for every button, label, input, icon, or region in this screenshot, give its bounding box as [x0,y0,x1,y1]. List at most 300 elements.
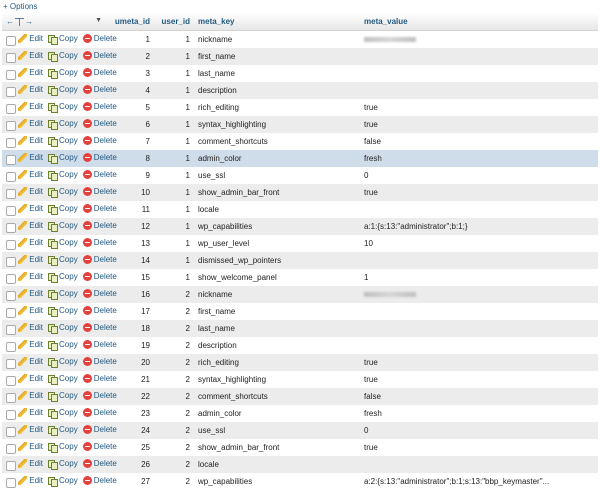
table-row[interactable] [2,184,598,201]
row-checkbox[interactable] [6,461,16,471]
delete-link[interactable] [83,405,117,420]
edit-label: Edit [29,170,44,179]
copy-link[interactable] [48,48,78,63]
cell-umeta-id[interactable]: 15 [141,273,150,282]
column-arrows-header[interactable] [2,13,106,31]
cell-meta-value[interactable] [360,320,598,337]
cell-meta-value[interactable] [360,167,598,184]
cell-meta-value[interactable] [360,218,598,235]
cell-meta-value[interactable] [360,269,598,286]
copy-link[interactable] [48,116,78,131]
cell-meta-value[interactable] [360,422,598,439]
edit-link[interactable] [18,269,43,284]
delete-link[interactable] [83,99,117,114]
cell-user-id[interactable]: 2 [185,392,190,401]
cell-user-id[interactable]: 2 [185,409,190,418]
row-checkbox[interactable] [6,376,16,386]
cell-umeta-id[interactable]: 19 [141,341,150,350]
pencil-icon [18,272,27,281]
cell-user-id[interactable]: 2 [185,443,190,452]
copy-link[interactable] [48,439,78,454]
delete-link[interactable] [83,116,117,131]
table-row[interactable] [2,456,598,473]
cell-umeta-id[interactable]: 6 [145,120,150,129]
meta-value-text: 10 [364,239,373,248]
cell-meta-key[interactable]: rich_editing [198,103,239,112]
copy-link[interactable] [48,82,78,97]
row-checkbox[interactable] [6,138,16,148]
delete-link[interactable] [83,337,117,352]
pencil-icon [18,408,27,417]
cell-umeta-id[interactable]: 24 [141,426,150,435]
edit-link[interactable] [18,48,43,63]
cell-meta-key[interactable]: last_name [198,69,235,78]
copy-link[interactable] [48,303,78,318]
cell-user-id[interactable]: 2 [185,460,190,469]
copy-link[interactable] [48,31,78,46]
cell-meta-key[interactable]: wp_capabilities [198,477,253,486]
cell-umeta-id[interactable]: 22 [141,392,150,401]
delete-link[interactable] [83,218,117,233]
cell-meta-value[interactable] [360,286,598,303]
copy-link[interactable] [48,218,78,233]
edit-link[interactable] [18,405,43,420]
row-checkbox[interactable] [6,257,16,267]
cell-user-id[interactable]: 1 [185,273,190,282]
copy-label: Copy [59,374,78,383]
row-checkbox[interactable] [6,121,16,131]
copy-label: Copy [59,306,78,315]
table-row[interactable] [2,405,598,422]
cell-user-id[interactable]: 1 [185,103,190,112]
cell-meta-key[interactable]: wp_capabilities [198,222,253,231]
delete-icon [83,187,92,196]
row-checkbox[interactable] [6,240,16,250]
cell-user-id[interactable]: 1 [185,171,190,180]
cell-user-id[interactable]: 1 [185,69,190,78]
cell-user-id[interactable]: 2 [185,341,190,350]
edit-link[interactable] [18,31,43,46]
cell-umeta-id[interactable]: 5 [145,103,150,112]
table-row[interactable] [2,133,598,150]
edit-link[interactable] [18,133,43,148]
row-checkbox[interactable] [6,444,16,454]
row-checkbox[interactable] [6,104,16,114]
row-checkbox[interactable] [6,325,16,335]
edit-link[interactable] [18,184,43,199]
cell-meta-key[interactable]: comment_shortcuts [198,392,268,401]
row-checkbox[interactable] [6,308,16,318]
copy-link[interactable] [48,252,78,267]
cell-user-id[interactable]: 1 [185,188,190,197]
cell-meta-key[interactable]: nickname [198,35,233,44]
copy-icon [48,374,57,383]
table-row[interactable] [2,218,598,235]
table-header-row [2,13,598,31]
table-row[interactable] [2,65,598,82]
cell-meta-key[interactable]: locale [198,205,219,214]
copy-link[interactable] [48,150,78,165]
cell-meta-key[interactable]: description [198,86,237,95]
delete-link[interactable] [83,201,117,216]
edit-link[interactable] [18,150,43,165]
cell-user-id[interactable]: 1 [185,52,190,61]
table-row[interactable] [2,422,598,439]
meta-value-text: true [364,103,378,112]
cell-meta-key[interactable]: show_admin_bar_front [198,188,280,197]
row-checkbox[interactable] [6,206,16,216]
delete-link[interactable] [83,82,117,97]
copy-link[interactable] [48,371,78,386]
edit-link[interactable] [18,218,43,233]
cell-umeta-id[interactable]: 20 [141,358,150,367]
cell-umeta-id[interactable]: 18 [141,324,150,333]
delete-link[interactable] [83,371,117,386]
pencil-icon [18,289,27,298]
cell-meta-key[interactable]: locale [198,460,219,469]
copy-icon [48,408,57,417]
edit-link[interactable] [18,116,43,131]
table-row[interactable] [2,48,598,65]
cell-meta-key[interactable]: nickname [198,290,233,299]
cell-user-id[interactable]: 2 [185,307,190,316]
cell-meta-key[interactable]: show_admin_bar_front [198,443,280,452]
delete-link[interactable] [83,320,117,335]
cell-meta-key[interactable]: admin_color [198,154,242,163]
cell-umeta-id[interactable]: 1 [145,35,150,44]
edit-label: Edit [29,459,44,468]
row-checkbox[interactable] [6,189,16,199]
cell-user-id[interactable]: 1 [185,137,190,146]
cell-meta-value[interactable] [360,184,598,201]
column-header-umeta-id[interactable]: umeta_id [106,13,154,31]
copy-link[interactable] [48,167,78,182]
delete-icon [83,323,92,332]
delete-icon [83,408,92,417]
pencil-icon [18,51,27,60]
cell-meta-value[interactable] [360,371,598,388]
cell-user-id[interactable]: 2 [185,375,190,384]
redacted-value [364,37,416,42]
edit-link[interactable] [18,320,43,335]
table-row[interactable] [2,473,598,490]
cell-meta-value[interactable] [360,473,598,490]
row-checkbox[interactable] [6,291,16,301]
cell-meta-value[interactable] [360,235,598,252]
cell-umeta-id[interactable]: 17 [141,307,150,316]
cell-meta-key[interactable]: description [198,341,237,350]
cell-user-id[interactable]: 1 [185,205,190,214]
edit-link[interactable] [18,303,43,318]
edit-link[interactable] [18,167,43,182]
edit-label: Edit [29,85,44,94]
delete-label: Delete [93,476,117,485]
copy-label: Copy [59,391,78,400]
cell-meta-value[interactable] [360,456,598,473]
copy-link[interactable] [48,354,78,369]
copy-icon [48,187,57,196]
row-actions [2,422,117,439]
cell-meta-value[interactable] [360,405,598,422]
copy-icon [48,476,57,485]
cell-meta-key[interactable]: syntax_highlighting [198,375,267,384]
copy-link[interactable] [48,388,78,403]
delete-link[interactable] [83,31,117,46]
row-actions [2,252,117,269]
table-row[interactable] [2,116,598,133]
cell-user-id[interactable]: 2 [185,358,190,367]
cell-meta-key[interactable]: last_name [198,324,235,333]
delete-link[interactable] [83,133,117,148]
cell-meta-value[interactable] [360,133,598,150]
copy-link[interactable] [48,422,78,437]
row-checkbox[interactable] [6,172,16,182]
cell-umeta-id[interactable]: 9 [145,171,150,180]
copy-link[interactable] [48,286,78,301]
edit-link[interactable] [18,337,43,352]
cell-umeta-id[interactable]: 26 [141,460,150,469]
copy-link[interactable] [48,133,78,148]
cell-umeta-id[interactable]: 13 [141,239,150,248]
delete-link[interactable] [83,269,117,284]
table-row[interactable] [2,82,598,99]
cell-umeta-id[interactable]: 8 [145,154,150,163]
delete-link[interactable] [83,252,117,267]
pencil-icon [18,238,27,247]
cell-meta-key[interactable]: wp_user_level [198,239,250,248]
copy-link[interactable] [48,235,78,250]
cell-meta-key[interactable]: first_name [198,307,236,316]
cell-umeta-id[interactable]: 4 [145,86,150,95]
copy-link[interactable] [48,456,78,471]
copy-link[interactable] [48,337,78,352]
row-checkbox[interactable] [6,393,16,403]
delete-icon [83,476,92,485]
edit-label: Edit [29,238,44,247]
table-row[interactable] [2,99,598,116]
table-row[interactable] [2,388,598,405]
table-row[interactable] [2,371,598,388]
table-row[interactable] [2,235,598,252]
row-checkbox[interactable] [6,36,16,46]
cell-meta-value[interactable] [360,116,598,133]
pencil-icon [18,306,27,315]
column-header-meta-key[interactable]: meta_key [194,13,360,31]
cell-meta-value[interactable] [360,201,598,218]
cell-meta-value[interactable] [360,82,598,99]
copy-icon [48,68,57,77]
delete-link[interactable] [83,184,117,199]
edit-label: Edit [29,221,44,230]
cell-user-id[interactable]: 1 [185,86,190,95]
row-checkbox[interactable] [6,274,16,284]
cell-meta-key[interactable]: admin_color [198,409,242,418]
options-link[interactable]: + Options [3,2,38,11]
edit-link[interactable] [18,286,43,301]
cell-meta-value[interactable] [360,65,598,82]
cell-umeta-id[interactable]: 21 [141,375,150,384]
delete-label: Delete [93,374,117,383]
cell-user-id[interactable]: 1 [185,256,190,265]
edit-link[interactable] [18,354,43,369]
cell-umeta-id[interactable]: 12 [141,222,150,231]
cell-user-id[interactable]: 2 [185,426,190,435]
pencil-icon [18,476,27,485]
cell-meta-key[interactable]: use_ssl [198,426,226,435]
cell-meta-key[interactable]: first_name [198,52,236,61]
delete-link[interactable] [83,150,117,165]
cell-meta-value[interactable] [360,388,598,405]
copy-link[interactable] [48,405,78,420]
cell-meta-value[interactable] [360,99,598,116]
copy-icon [48,306,57,315]
row-checkbox[interactable] [6,70,16,80]
cell-user-id[interactable]: 2 [185,324,190,333]
table-row[interactable] [2,31,598,49]
cell-meta-key[interactable]: show_welcome_panel [198,273,277,282]
sort-dropdown-icon[interactable]: ▼ [95,17,102,24]
cell-user-id[interactable]: 1 [185,120,190,129]
row-actions [2,388,117,405]
copy-label: Copy [59,68,78,77]
cell-umeta-id[interactable]: 7 [145,137,150,146]
cell-umeta-id[interactable]: 3 [145,69,150,78]
cell-meta-key[interactable]: dismissed_wp_pointers [198,256,282,265]
delete-link[interactable] [83,473,117,488]
edit-link[interactable] [18,473,43,488]
table-row[interactable] [2,320,598,337]
delete-link[interactable] [83,422,117,437]
cell-meta-key[interactable]: syntax_highlighting [198,120,267,129]
cell-umeta-id[interactable]: 2 [145,52,150,61]
cell-meta-value[interactable] [360,354,598,371]
copy-icon [48,255,57,264]
delete-link[interactable] [83,65,117,80]
cell-umeta-id[interactable]: 25 [141,443,150,452]
cell-user-id[interactable]: 2 [185,290,190,299]
row-checkbox[interactable] [6,359,16,369]
table-row[interactable] [2,150,598,167]
row-checkbox[interactable] [6,155,16,165]
copy-label: Copy [59,221,78,230]
pencil-icon [18,34,27,43]
cell-umeta-id[interactable]: 23 [141,409,150,418]
cell-user-id[interactable]: 1 [185,154,190,163]
column-header-meta-value[interactable]: meta_value [360,13,598,31]
delete-label: Delete [93,221,117,230]
edit-link[interactable] [18,99,43,114]
row-checkbox[interactable] [6,53,16,63]
pencil-icon [18,187,27,196]
cell-umeta-id[interactable]: 10 [141,188,150,197]
table-row[interactable] [2,201,598,218]
cell-meta-value[interactable] [360,150,598,167]
copy-icon [48,357,57,366]
table-row[interactable] [2,337,598,354]
edit-link[interactable] [18,82,43,97]
edit-link[interactable] [18,252,43,267]
copy-link[interactable] [48,65,78,80]
cell-meta-key[interactable]: comment_shortcuts [198,137,268,146]
copy-link[interactable] [48,269,78,284]
row-actions [2,218,117,235]
copy-icon [48,340,57,349]
table-row[interactable] [2,354,598,371]
copy-link[interactable] [48,99,78,114]
delete-link[interactable] [83,48,117,63]
cell-umeta-id[interactable]: 16 [141,290,150,299]
delete-link[interactable] [83,439,117,454]
table-row[interactable] [2,252,598,269]
delete-icon [83,136,92,145]
table-row[interactable] [2,167,598,184]
row-actions [2,31,117,49]
meta-value-text: a:1:{s:13:"administrator";b:1;} [364,222,468,231]
table-row[interactable] [2,439,598,456]
delete-link[interactable] [83,235,117,250]
delete-link[interactable] [83,167,117,182]
delete-link[interactable] [83,354,117,369]
row-checkbox[interactable] [6,223,16,233]
row-actions [2,150,117,167]
table-row[interactable] [2,286,598,303]
cell-umeta-id[interactable]: 14 [141,256,150,265]
copy-link[interactable] [48,201,78,216]
row-checkbox[interactable] [6,87,16,97]
delete-link[interactable] [83,456,117,471]
cell-meta-value[interactable] [360,439,598,456]
cell-user-id[interactable]: 1 [185,222,190,231]
cell-meta-key[interactable]: rich_editing [198,358,239,367]
cell-meta-value[interactable] [360,303,598,320]
row-checkbox[interactable] [6,410,16,420]
delete-link[interactable] [83,286,117,301]
cell-umeta-id[interactable]: 27 [141,477,150,486]
cell-user-id[interactable]: 1 [185,35,190,44]
edit-link[interactable] [18,388,43,403]
meta-value-text: 0 [364,171,369,180]
edit-link[interactable] [18,439,43,454]
table-row[interactable] [2,303,598,320]
row-checkbox[interactable] [6,478,16,488]
edit-link[interactable] [18,235,43,250]
copy-link[interactable] [48,473,78,488]
column-header-user-id[interactable]: user_id [154,13,194,31]
copy-link[interactable] [48,184,78,199]
copy-icon [48,51,57,60]
cell-umeta-id[interactable]: 11 [141,205,150,214]
cell-meta-value[interactable] [360,252,598,269]
edit-link[interactable] [18,456,43,471]
edit-link[interactable] [18,422,43,437]
cell-meta-value[interactable] [360,31,598,49]
expand-columns-icon[interactable]: ← → [6,17,33,26]
delete-link[interactable] [83,303,117,318]
cell-meta-value[interactable] [360,337,598,354]
copy-link[interactable] [48,320,78,335]
cell-user-id[interactable]: 1 [185,239,190,248]
cell-user-id[interactable]: 2 [185,477,190,486]
edit-link[interactable] [18,371,43,386]
table-row[interactable] [2,269,598,286]
delete-link[interactable] [83,388,117,403]
row-checkbox[interactable] [6,342,16,352]
row-checkbox[interactable] [6,427,16,437]
edit-link[interactable] [18,201,43,216]
cell-meta-key[interactable]: use_ssl [198,171,226,180]
edit-link[interactable] [18,65,43,80]
cell-meta-value[interactable] [360,48,598,65]
